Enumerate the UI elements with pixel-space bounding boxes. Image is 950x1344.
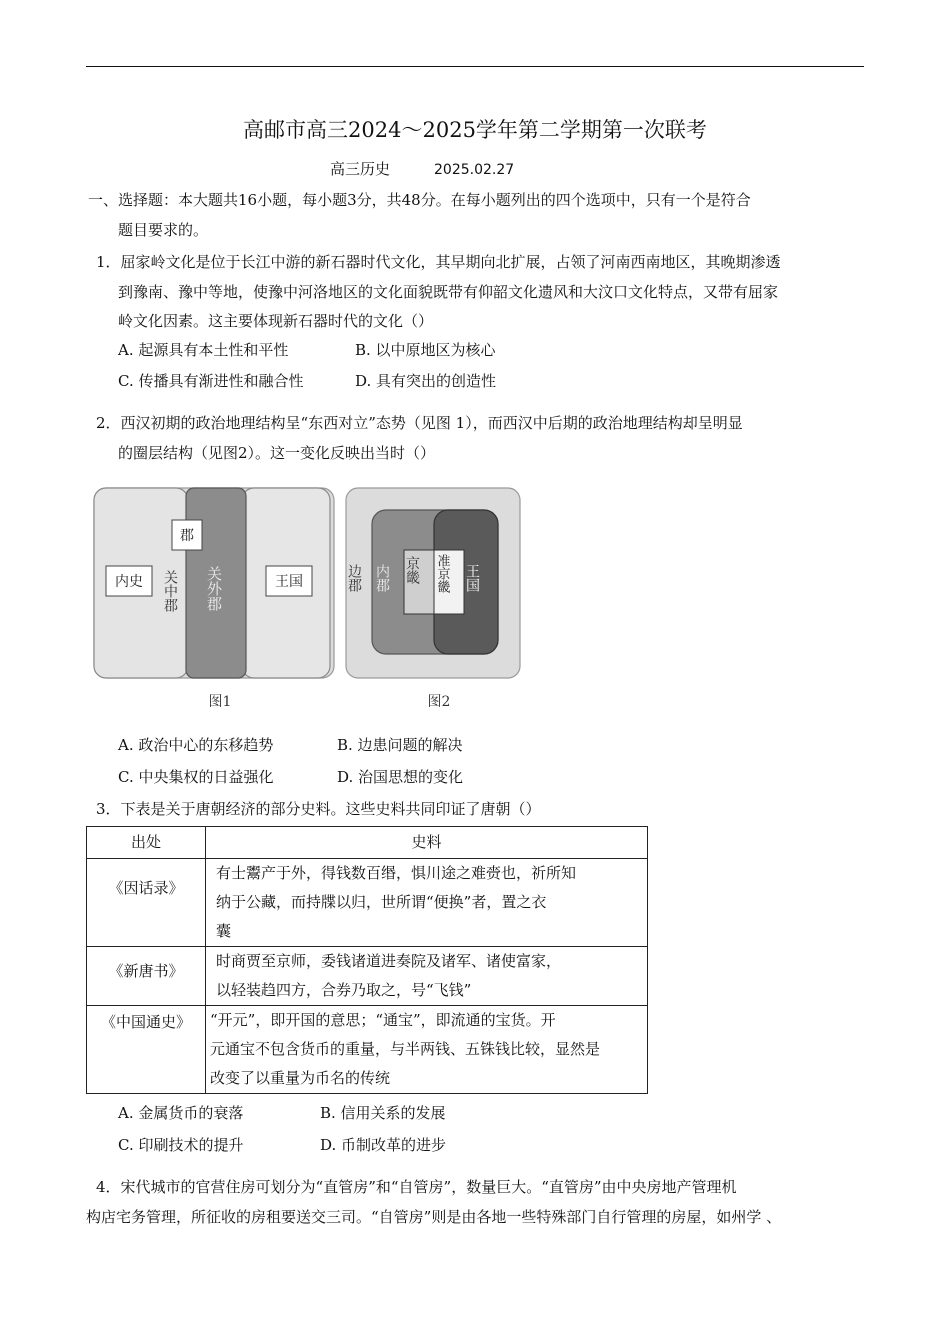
q2-option-d[interactable]: D. 治国思想的变化 xyxy=(337,768,464,786)
table-cell-source: 《中国通史》 xyxy=(87,1006,206,1094)
page-title: 高邮市高三2024～2025学年第二学期第一次联考 xyxy=(243,118,707,142)
material-line: 以轻装趋四方，合券乃取之，号“飞钱” xyxy=(216,981,472,999)
q2-option-c[interactable]: C. 中央集权的日益强化 xyxy=(118,768,274,786)
q2-option-b[interactable]: B. 边患问题的解决 xyxy=(337,736,463,754)
fig1-guanwai-label: 关外郡 xyxy=(205,566,223,611)
fig2-neijun-label: 内郡 xyxy=(374,564,390,592)
q1-line-2: 到豫南、豫中等地，使豫中河洛地区的文化面貌既带有仰韶文化遗风和大汶口文化特点，又带有屈家 xyxy=(118,283,779,301)
q4-line-1: 4．宋代城市的官营住房可划分为“直管房”和“自管房”，数量巨大。“直管房”由中央房地产管理机 xyxy=(96,1178,737,1196)
q3-option-b[interactable]: B. 信用关系的发展 xyxy=(320,1104,446,1122)
q1-option-b[interactable]: B. 以中原地区为核心 xyxy=(355,341,496,359)
table-header-source: 出处 xyxy=(87,827,206,859)
q3-source-table xyxy=(86,826,648,1094)
fig1-jun-label: 郡 xyxy=(180,528,194,544)
table-row xyxy=(87,1006,648,1094)
subject-label: 高三历史 xyxy=(330,160,391,178)
header-rule xyxy=(86,66,864,67)
fig2-wangguo-label: 王国 xyxy=(464,564,480,592)
q2-option-a[interactable]: A. 政治中心的东移趋势 xyxy=(118,736,274,754)
q1-line-1: 1．屈家岭文化是位于长江中游的新石器时代文化，其早期向北扩展，占领了河南西南地区，其晚期渗透 xyxy=(96,253,781,271)
fig2-bianjun-label: 边郡 xyxy=(346,564,362,592)
material-line: 有士鬻产于外，得钱数百缗，惧川途之难赍也，祈所知 xyxy=(216,864,577,882)
figure-2-diagram xyxy=(342,484,524,714)
figure-1-diagram xyxy=(90,484,336,714)
q2-line-1: 2．西汉初期的政治地理结构呈“东西对立”态势（见图 1），而西汉中后期的政治地理结构却呈明显 xyxy=(96,414,743,432)
q1-line-3: 岭文化因素。这主要体现新石器时代的文化（） xyxy=(118,312,434,330)
fig2-jingji-label: 京畿 xyxy=(404,556,420,584)
table-cell-source: 《新唐书》 xyxy=(87,947,206,1006)
table-cell-material xyxy=(206,859,648,947)
fig1-neishi-label: 内史 xyxy=(115,574,143,590)
q1-option-a[interactable]: A. 起源具有本土性和平性 xyxy=(118,341,289,359)
section-instruction-line1: 一、选择题：本大题共16小题，每小题3分，共48分。在每小题列出的四个选项中，只有一个是符合 xyxy=(88,191,751,209)
section-instruction-line2: 题目要求的。 xyxy=(118,221,209,239)
q2-line-2: 的圈层结构（见图2）。这一变化反映出当时（） xyxy=(118,444,436,462)
fig2-zhunjingji-label: 准京畿 xyxy=(434,554,450,593)
fig1-wangguo-label: 王国 xyxy=(275,574,303,590)
q3-option-c[interactable]: C. 印刷技术的提升 xyxy=(118,1136,244,1154)
material-line: 改变了以重量为币名的传统 xyxy=(210,1069,391,1087)
table-cell-material xyxy=(206,1006,648,1094)
table-cell-source: 《因话录》 xyxy=(87,859,206,947)
table-row xyxy=(87,859,648,947)
fig2-caption: 图2 xyxy=(427,694,451,710)
material-line: 时商贾至京师，委钱诸道进奏院及诸军、诸使富家， xyxy=(216,952,562,970)
material-line: 囊 xyxy=(216,922,232,940)
q1-option-d[interactable]: D. 具有突出的创造性 xyxy=(355,372,497,390)
table-cell-material xyxy=(206,947,648,1006)
table-row xyxy=(87,947,648,1006)
material-line: 元通宝不包含货币的重量，与半两钱、五铢钱比较，显然是 xyxy=(210,1040,601,1058)
q4-line-2: 构店宅务管理，所征收的房租要送交三司。“自管房”则是由各地一些特殊部门自行管理的房屋，如州学 、 xyxy=(86,1208,782,1226)
q3-stem: 3．下表是关于唐朝经济的部分史料。这些史料共同印证了唐朝（） xyxy=(96,800,541,818)
material-line: 纳于公藏，而持牒以归，世所谓“便换”者，置之衣 xyxy=(216,893,547,911)
q1-option-c[interactable]: C. 传播具有渐进性和融合性 xyxy=(118,372,304,390)
page-subtitle xyxy=(330,158,514,179)
q3-option-a[interactable]: A. 金属货币的衰落 xyxy=(118,1104,244,1122)
exam-date: 2025.02.27 xyxy=(434,162,515,178)
table-header-row xyxy=(87,827,648,859)
table-header-material: 史料 xyxy=(206,827,648,859)
fig1-caption: 图1 xyxy=(208,694,232,710)
q3-option-d[interactable]: D. 币制改革的进步 xyxy=(320,1136,447,1154)
material-line: “开元”，即开国的意思；“通宝”，即流通的宝货。开 xyxy=(210,1011,556,1029)
fig1-guanzhong-label: 关中郡 xyxy=(162,570,178,612)
